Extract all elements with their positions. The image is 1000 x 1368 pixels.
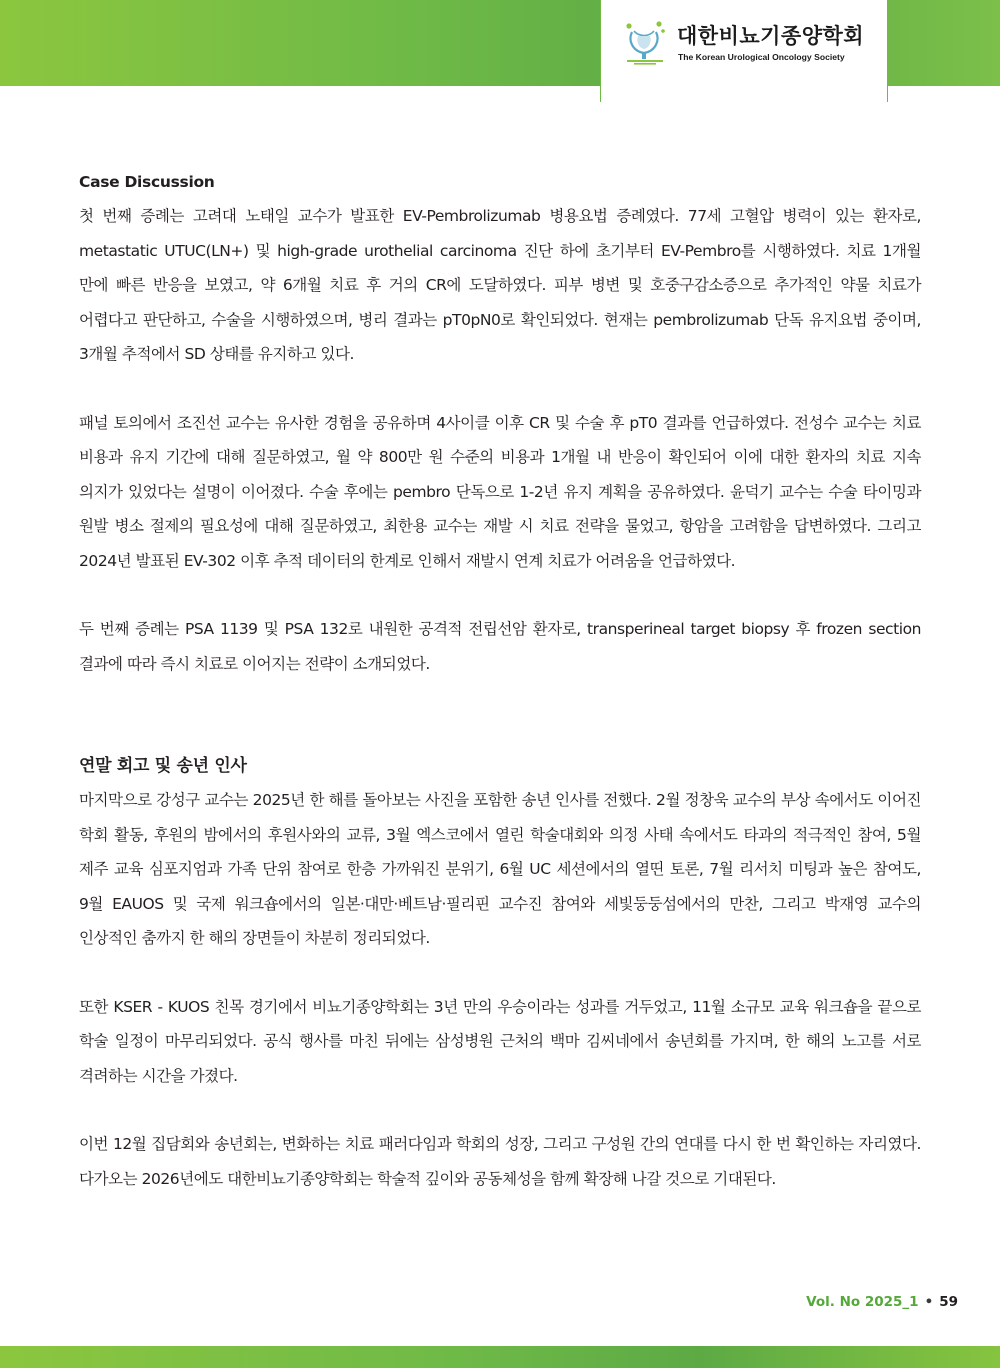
paragraph: 이번 12월 집담회와 송년회는, 변화하는 치료 패러다임과 학회의 성장, 그리고 구성원 간의 연대를 다시 한 번 확인하는 자리였다. 다가오는 2026년에도 대한비뇨기종양학회는 학술적 깊이와 공동체성을 함께 확장해 나갈 것으로 기대된다. <box>79 1135 921 1188</box>
footer-separator: • <box>924 1294 934 1310</box>
section-title-year-end: 연말 회고 및 송년 인사 <box>79 756 247 776</box>
paragraph-spacer <box>79 1093 921 1127</box>
paragraph: 패널 토의에서 조진선 교수는 유사한 경험을 공유하며 4사이클 이후 CR 및 수술 후 pT0 결과를 언급하였다. 전성수 교수는 치료 비용과 유지 기간에 대해 질문하였고, 월 약 800만 원 수준의 비용과 1개월 내 반응이 확인되어 이에 대한 환자의 치료 지속 의지가 있었다는 설명이 이어졌다. 수술 후에는 pembro 단독으로 1-2년 유지 계획을 공유하였다. 윤덕기 교수는 수술 타이밍과 원발 병소 절제의 필요성에 대해 질문하였고, 최한용 교수는 재발 시 치료 전략을 물었고, 항암을 고려함을 답변하였다. 그리고 2024년 발표된 EV-302 이후 추적 데이터의 한계로 인해서 재발시 연계 치료가 어려움을 언급하였다. <box>79 413 921 570</box>
paragraph-spacer <box>79 372 921 406</box>
paragraph: 마지막으로 강성구 교수는 2025년 한 해를 돌아보는 사진을 포함한 송년 인사를 전했다. 2월 정창욱 교수의 부상 속에서도 이어진 학회 활동, 후원의 밤에서의 후원사와의 교류, 3월 엑스코에서 열린 학술대회와 의정 사태 속에서도 타과의 적극적인 참여, 5월 제주 교육 심포지엄과 가족 단위 참여로 한층 가까워진 분위기, 6월 UC 세션에서의 열띤 토론, 7월 리서치 미팅과 높은 참여도, 9월 EAUOS 및 국제 워크숍에서의 일본·대만·베트남·필리핀 교수진 참여와 세빛둥둥섬에서의 만찬, 그리고 박재영 교수의 인상적인 춤까지 한 해의 장면들이 차분히 정리되었다. <box>79 791 921 947</box>
society-emblem-icon <box>623 18 669 66</box>
paragraph-spacer <box>79 578 921 612</box>
paragraph: 첫 번째 증례는 고려대 노태일 교수가 발표한 EV-Pembrolizumab 병용요법 증례였다. 77세 고혈압 병력이 있는 환자로, metastatic UTUC(LN+) 및 high-grade urothelial carcinoma 진단 하에 초기부터 EV-Pembro를 시행하였다. 치료 1개월 만에 빠른 반응을 보였고, 약 6개월 치료 후 거의 CR에 도달하였다. 피부 병변 및 호중구감소증으로 추가적인 약물 치료가 어렵다고 판단하고, 수술을 시행하였으며, 병리 결과는 pT0pN0로 확인되었다. 현재는 pembrolizumab 단독 유지요법 중이며, 3개월 추적에서 SD 상태를 유지하고 있다. <box>79 207 921 363</box>
bottom-decorative-band <box>0 1346 1000 1368</box>
article-body <box>79 165 921 1196</box>
section-label-case-discussion: Case Discussion <box>79 173 215 191</box>
paragraph: 또한 KSER - KUOS 친목 경기에서 비뇨기종양학회는 3년 만의 우승이라는 성과를 거두었고, 11월 소규모 교육 워크숍을 끝으로 학술 일정이 마무리되었다. 공식 행사를 마친 뒤에는 삼성병원 근처의 백마 김씨네에서 송년회를 가지며, 한 해의 노고를 서로 격려하는 시간을 가졌다. <box>79 997 921 1085</box>
volume-label: Vol. No 2025_1 <box>806 1294 919 1310</box>
paragraph: 두 번째 증례는 PSA 1139 및 PSA 132로 내원한 공격적 전립선암 환자로, transperineal target biopsy 후 frozen section 결과에 따라 즉시 치료로 이어지는 전략이 소개되었다. <box>79 620 921 673</box>
page-footer <box>806 1294 958 1310</box>
paragraph-spacer <box>79 956 921 990</box>
logo-english-name: The Korean Urological Oncology Society <box>678 52 845 62</box>
logo-korean-name: 대한비뇨기종양학회 <box>677 24 865 48</box>
society-logo-block <box>600 0 888 102</box>
section-spacer <box>79 681 921 749</box>
page-number: 59 <box>939 1294 958 1310</box>
